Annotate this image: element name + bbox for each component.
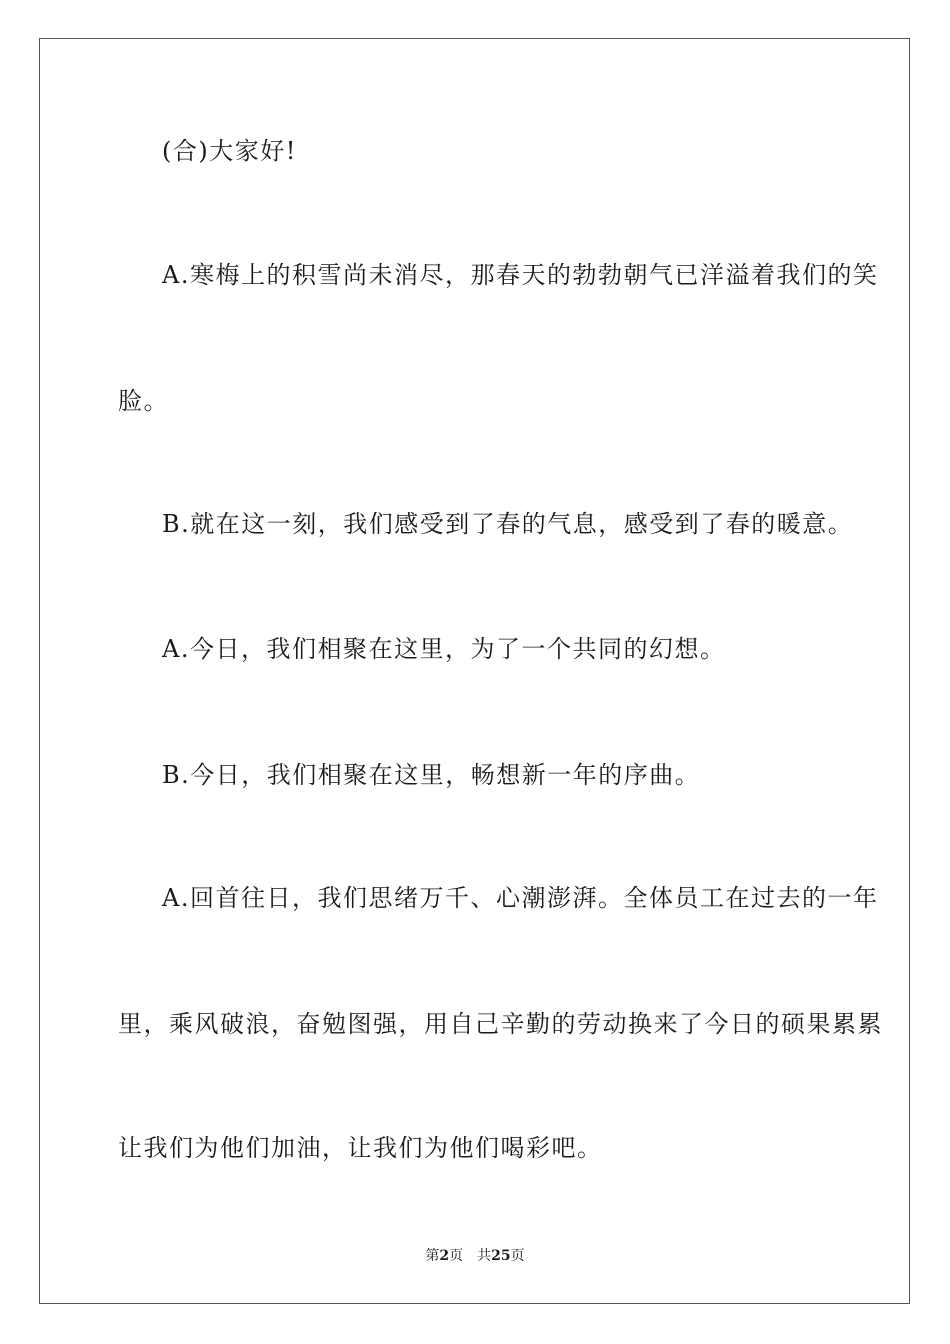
paragraph-line: A.回首往日，我们思绪万千、心潮澎湃。全体员工在过去的一年	[162, 884, 879, 912]
total-suffix: 页	[510, 1248, 525, 1264]
paragraph-line: A.寒梅上的积雪尚未消尽，那春天的勃勃朝气已洋溢着我们的笑	[162, 261, 879, 289]
total-prefix: 共	[477, 1248, 492, 1264]
paragraph-line: A.今日，我们相聚在这里，为了一个共同的幻想。	[162, 635, 726, 663]
paragraph-line: B.就在这一刻，我们感受到了春的气息，感受到了春的暖意。	[162, 510, 854, 538]
page-prefix: 第	[425, 1248, 440, 1264]
paragraph-line: 让我们为他们加油，让我们为他们喝彩吧。	[118, 1134, 603, 1162]
page-current: 2	[439, 1248, 450, 1264]
page-footer	[0, 1247, 950, 1265]
page-total: 25	[491, 1248, 511, 1264]
paragraph-line: 里，乘风破浪，奋勉图强，用自己辛勤的劳动换来了今日的硕果累累	[118, 1010, 883, 1038]
paragraph-line: 脸。	[118, 387, 169, 415]
paragraph-greeting: (合)大家好!	[162, 137, 297, 165]
paragraph-line: B.今日，我们相聚在这里，畅想新一年的序曲。	[162, 761, 701, 789]
page-suffix: 页	[449, 1248, 464, 1264]
